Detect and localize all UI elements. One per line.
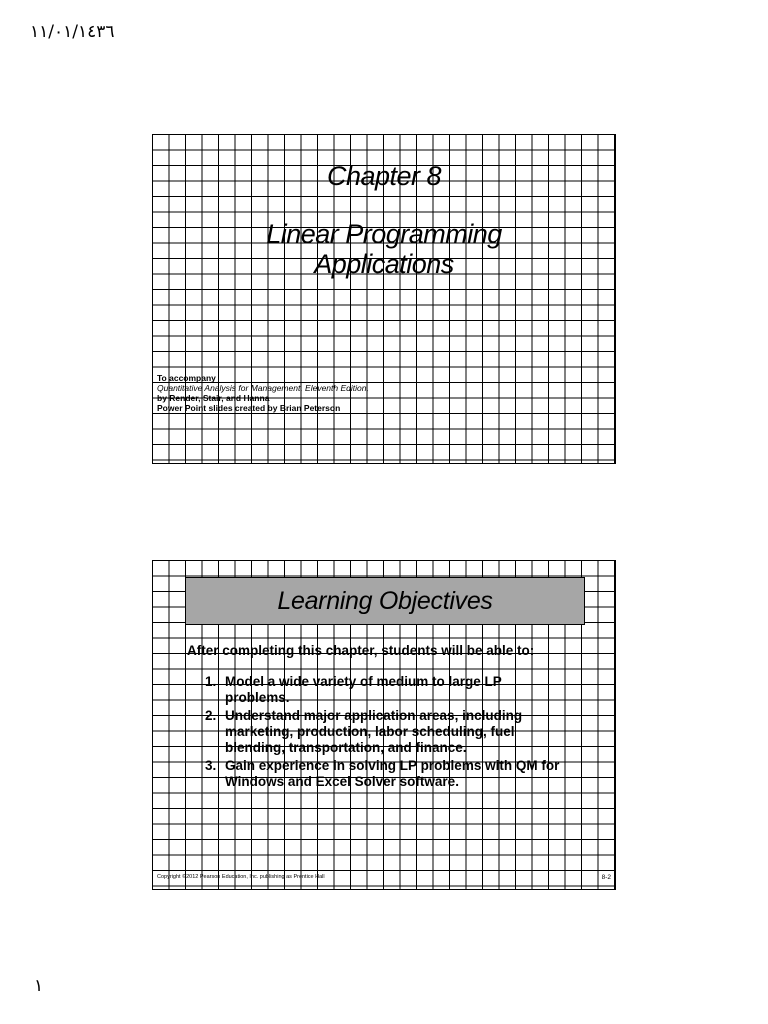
chapter-title: [153, 219, 615, 279]
credits-authors: by Render, Stair, and Hanna: [157, 393, 270, 403]
slide-title-box: [185, 577, 585, 625]
credits: [157, 373, 369, 413]
list-item: [205, 758, 565, 790]
slide-title: [152, 134, 616, 464]
list-item: [205, 708, 565, 756]
slide-learning-objectives: [152, 560, 616, 890]
objectives-intro: After completing this chapter, students will be able to:: [187, 643, 535, 658]
objective-text: Gain experience in solving LP problems with QM for Windows and Excel Solver software.: [225, 758, 560, 789]
credits-slides-author: Power Point slides created by Brian Peterson: [157, 403, 341, 413]
copyright-footer: Copyright ©2012 Pearson Education, Inc. publishing as Prentice Hall: [157, 874, 325, 880]
chapter-heading: Chapter 8: [326, 161, 442, 191]
objective-number: 3.: [205, 758, 217, 773]
handwritten-page-number: ١: [34, 976, 44, 996]
objective-number: 1.: [205, 674, 217, 689]
chapter-title-line2: Applications: [314, 249, 454, 279]
handwritten-date: ١١/٠١/١٤٣٦: [30, 22, 115, 42]
objectives-list: [205, 674, 565, 792]
credits-book-title: Quantitative Analysis for Management, Eleventh Edition,: [157, 383, 369, 393]
slide-title-text: Learning Objectives: [277, 586, 493, 615]
objective-text: Understand major application areas, including marketing, production, labor scheduling, fuel blending, transportation, and finance.: [225, 708, 523, 755]
slide-number: 8-2: [601, 874, 611, 881]
objective-number: 2.: [205, 708, 217, 723]
credits-line1: To accompany: [157, 373, 216, 383]
list-item: [205, 674, 565, 706]
chapter-title-line1: Linear Programming: [266, 219, 502, 249]
objective-text: Model a wide variety of medium to large LP problems.: [225, 674, 502, 705]
